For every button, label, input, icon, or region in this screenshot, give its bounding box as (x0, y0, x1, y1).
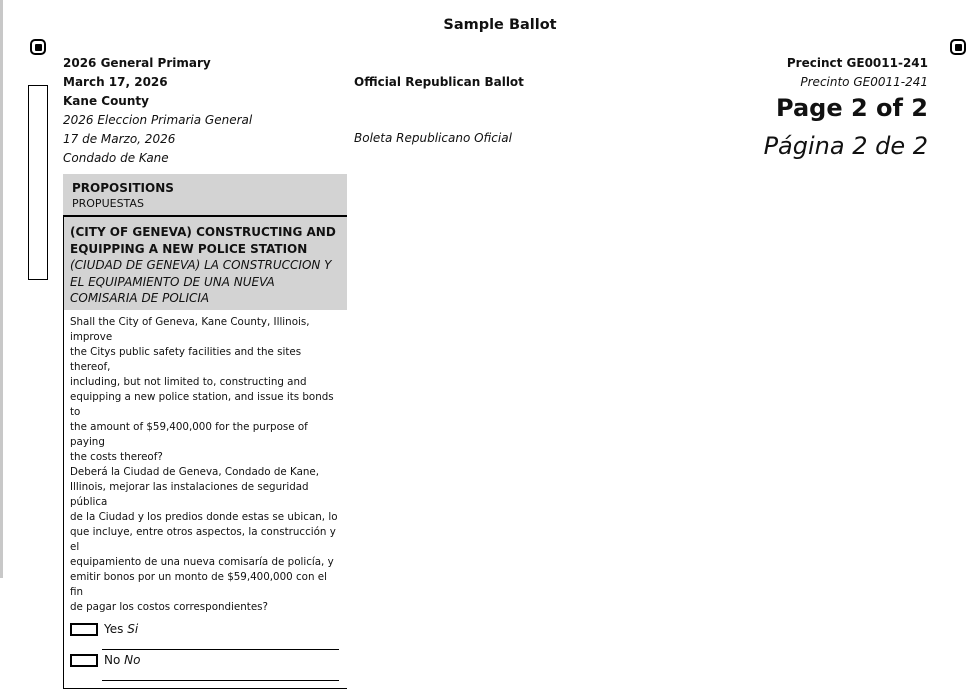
contest-title-es: (CIUDAD DE GENEVA) LA CONSTRUCCION Y EL EQUIPAMIENTO DE UNA NUEVA COMISARIA DE POLICIA (70, 258, 332, 305)
option-no-label: No No (104, 652, 141, 667)
ballot-column (63, 174, 347, 689)
question-text: Shall the City of Geneva, Kane County, Illinois, improve the Citys public safety facilities and the sites thereof, including, but not limited to, constructing and equipping a new police station, and issue its bonds to the amount of $59,400,000 for the purpose of paying the costs thereof? (70, 315, 334, 463)
option-divider (102, 680, 339, 681)
option-yes-label: Yes Si (104, 621, 139, 636)
section-title: PROPOSITIONS (72, 181, 174, 195)
ballot-type: Official Republican Ballot (354, 75, 524, 89)
contest-body (63, 310, 347, 689)
contest-header (63, 217, 347, 310)
contest-bottom-rule (63, 688, 347, 689)
option-yes-checkbox[interactable] (70, 623, 98, 636)
page-number: Page 2 of 2 (776, 94, 928, 122)
election-name: 2026 General Primary (63, 56, 211, 70)
precinct-id: Precinct GE0011-241 (786, 56, 928, 70)
question-text-es: Deberá la Ciudad de Geneva, Condado de Kane, Illinois, mejorar las instalaciones de seguridad pública de la Ciudad y los predios donde estas se ubican, lo que incluye, entre otros aspectos, la construcción y el equipamiento de una nueva comisaría de policía, y emitir bonos por un monto de $59,400,000 con el fin de pagar los costos correspondientes? (70, 465, 338, 613)
county-name: Kane County (63, 94, 149, 108)
contest-title: (CITY OF GENEVA) CONSTRUCTING AND EQUIPPING A NEW POLICE STATION (70, 225, 336, 256)
page-number-es: Página 2 de 2 (763, 132, 928, 160)
precinct-id-es: Precinto GE0011-241 (800, 75, 928, 89)
page-left-edge (0, 0, 3, 578)
election-date-es: 17 de Marzo, 2026 (63, 132, 176, 146)
timing-mark-bar (28, 85, 48, 280)
election-name-es: 2026 Eleccion Primaria General (63, 113, 253, 127)
option-no-checkbox[interactable] (70, 654, 98, 667)
option-no[interactable] (70, 651, 343, 682)
election-date: March 17, 2026 (63, 75, 168, 89)
election-info (63, 54, 252, 168)
precinct-info (787, 54, 928, 92)
option-yes[interactable] (70, 620, 343, 651)
section-header (63, 174, 347, 217)
section-title-es: PROPUESTAS (72, 197, 144, 210)
registration-mark-left (30, 39, 46, 55)
ballot-type-es: Boleta Republicano Oficial (354, 131, 512, 145)
page-title: Sample Ballot (443, 17, 557, 33)
option-divider (102, 649, 339, 650)
registration-mark-right (950, 39, 966, 55)
county-name-es: Condado de Kane (63, 151, 169, 165)
